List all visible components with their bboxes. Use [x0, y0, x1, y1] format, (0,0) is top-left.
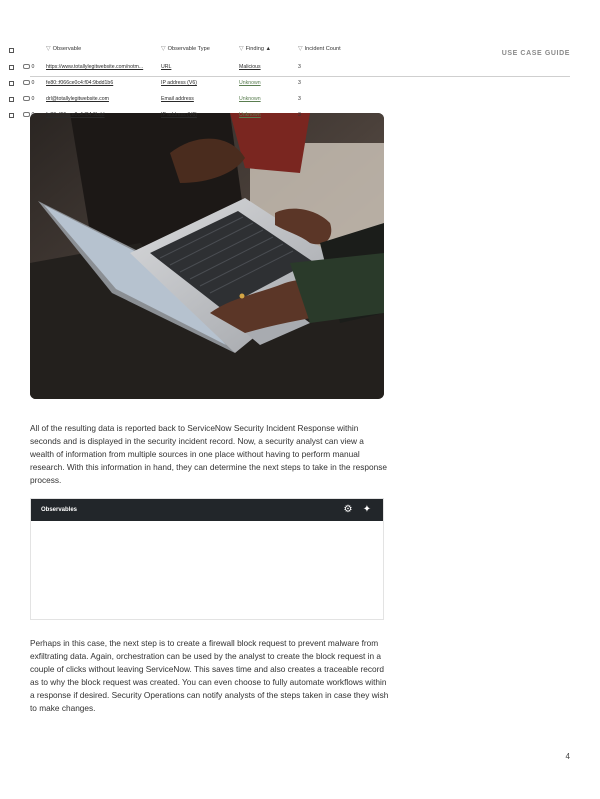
table-row[interactable]: 0 fe80::f066ce0c4:f04:9bdd1b6 IP address (V6) Unknown 3 [6, 80, 346, 92]
observable-type-link[interactable]: IP address (V6) [161, 80, 197, 86]
observable-link[interactable]: drl@totallylegitwebsite.com [46, 96, 109, 102]
row-checkbox[interactable] [9, 65, 14, 70]
observable-type-link[interactable]: IP address (V6) [161, 112, 197, 118]
laptop-photo [30, 113, 384, 399]
finding-link[interactable]: Unknown [239, 112, 261, 118]
column-header-finding[interactable]: ▽ Finding ▲ [239, 46, 272, 52]
body-paragraph-2: Perhaps in this case, the next step is to create a firewall block request to prevent malware from exfiltrating data. Again, orchestration can be used by the analyst to create the block request in a couple of clicks without leaving ServiceNow. This saves time and also creates a traceable record as to why the block request was created. You can even choose to fully automate workflows within a response if desired. Security Operations can notify analysts of the steps taken in case they wish to make changes. [30, 638, 389, 713]
comment-icon[interactable] [23, 80, 30, 85]
column-header-incident-count[interactable]: ▽ Incident Count [298, 46, 341, 52]
finding-link[interactable]: Malicious [239, 64, 261, 70]
comment-icon[interactable] [23, 96, 30, 101]
finding-link[interactable]: Unknown [239, 80, 261, 86]
comment-icon[interactable] [23, 112, 30, 117]
pin-icon[interactable]: ✦ [362, 504, 372, 515]
incident-count: 3 [298, 112, 301, 118]
observable-link[interactable]: fe80::f66ace0c4:f04:9bdd [46, 112, 105, 118]
filter-icon[interactable]: ▽ [161, 46, 166, 52]
incident-count: 3 [298, 80, 301, 86]
body-paragraph-1: All of the resulting data is reported back to ServiceNow Security Incident Response within seconds and is displayed in the security incident record. Now, a security analyst can view a wealth of information from multiple sources in one place without having to perform manual research. With this information in hand, they can determine the next steps to take in the response process. [30, 423, 387, 485]
header-label: USE CASE GUIDE [501, 50, 570, 57]
observables-title: Observables [41, 507, 78, 513]
select-all-checkbox[interactable] [9, 48, 14, 53]
observable-type-link[interactable]: URL [161, 64, 172, 70]
observables-header-bar [31, 499, 383, 521]
header-divider [30, 76, 570, 77]
gear-icon[interactable]: ⚙ [343, 504, 353, 515]
page-number: 4 [565, 752, 570, 761]
filter-icon[interactable]: ▽ [46, 46, 51, 52]
column-header-observable-type[interactable]: ▽ Observable Type [161, 46, 210, 52]
observables-panel [30, 498, 384, 620]
observable-link[interactable]: https://www.totallylegitwebsite.com/notm... [46, 64, 144, 70]
incident-count: 3 [298, 64, 301, 70]
comment-icon[interactable] [23, 64, 30, 69]
finding-link[interactable]: Unknown [239, 96, 261, 102]
table-row[interactable]: 0 drl@totallylegitwebsite.com Email address Unknown 3 [6, 96, 346, 108]
observable-type-link[interactable]: Email address [161, 96, 194, 102]
row-checkbox[interactable] [9, 113, 14, 118]
row-checkbox[interactable] [9, 81, 14, 86]
row-checkbox[interactable] [9, 97, 14, 102]
filter-icon[interactable]: ▽ [298, 46, 303, 52]
column-header-observable[interactable]: ▽ Observable [46, 46, 82, 52]
table-row[interactable]: 0 https://www.totallylegitwebsite.com/notm... URL Malicious 3 [6, 64, 346, 76]
filter-icon[interactable]: ▽ [239, 46, 244, 52]
observable-link[interactable]: fe80::f066ce0c4:f04:9bdd1b6 [46, 80, 114, 86]
incident-count: 3 [298, 96, 301, 102]
table-row[interactable]: 0 fe80::f66ace0c4:f04:9bdd IP address (V6) Unknown 3 [6, 112, 346, 124]
